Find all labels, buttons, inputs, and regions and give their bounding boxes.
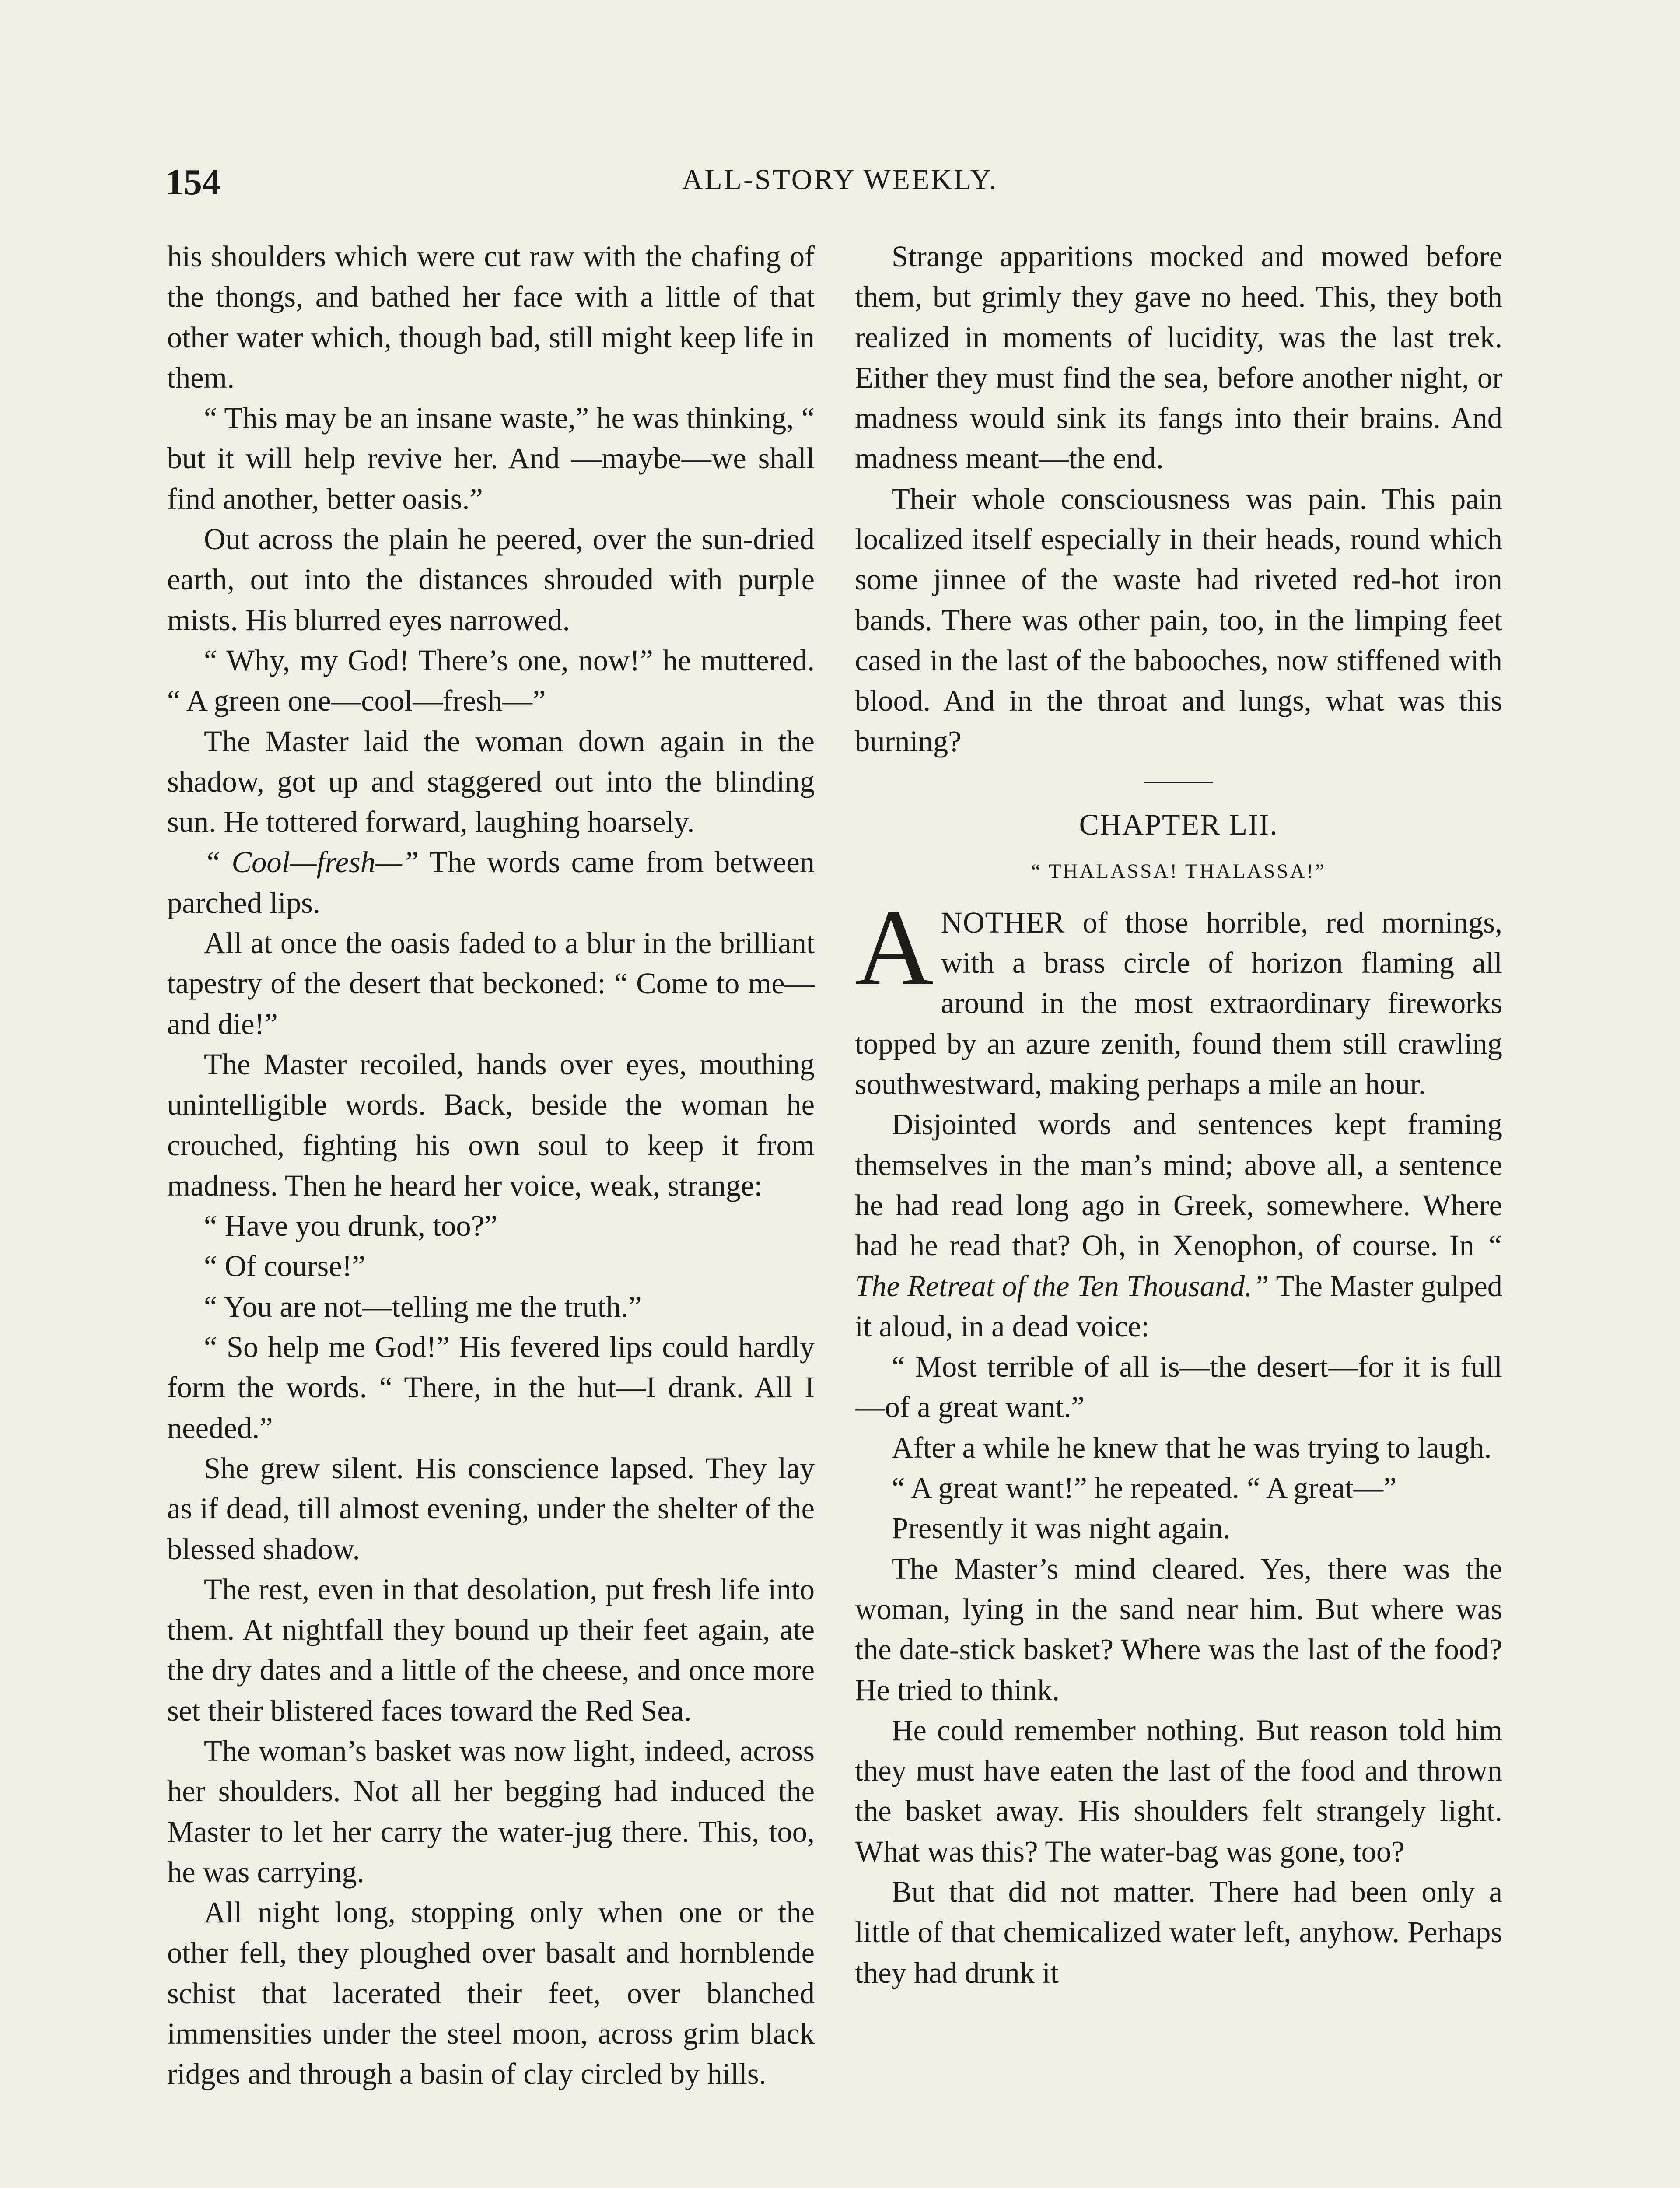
paragraph-text: Disjointed words and sentences kept framing themselves in the man’s mind; above all, a sentence he had read long ago in Greek, somewhere. Where had he read that? Oh, in Xenophon, of course. In [855,1108,1502,1262]
paragraph-with-italic-quote [167,842,815,923]
paragraph: his shoulders which were cut raw with the chafing of the thongs, and bathed her face with a little of that other water which, though bad, still might keep life in them. [167,240,815,394]
opening-text: of those horrible, red mornings, with a brass circle of horizon flaming all around in the most extraordinary fireworks topped by an azure zenith, found them still crawling southwestward, making perhaps a mile an hour. [855,905,1502,1101]
paragraph: The Master laid the woman down again in the shadow, got up and staggered out into the blinding sun. He tottered forward, laughing hoarsely. [167,724,815,839]
paragraph: After a while he knew that he was trying to laugh. [892,1431,1492,1464]
chapter-subtitle: “ THALASSA! THALASSA!” [1031,859,1326,883]
paragraph: “ So help me God!” His fevered lips could hardly form the words. “ There, in the hut—I drank. All I needed.” [167,1330,815,1445]
paragraph: He could remember nothing. But reason told him they must have eaten the last of the food and thrown the basket away. His shoulders felt strangely light. What was this? The water-bag was gone, too? [855,1713,1502,1868]
book-title: “ The Retreat of the Ten Thousand.” [855,1229,1502,1303]
paragraph: The woman’s basket was now light, indeed, across her shoulders. Not all her begging had induced the Master to let her carry the water-jug there. This, too, he was carrying. [167,1734,815,1889]
paragraph-text: Master gulped it aloud, in a dead voice: [855,1269,1502,1343]
italic-quote: “ Cool—fresh—” [204,845,419,879]
left-column [167,236,815,2188]
paragraph-text: The words came from between parched lips. [167,845,815,919]
paragraph: The rest, even in that desolation, put fresh life into them. At nightfall they bound up their feet again, ate the dry dates and a little of the cheese, and once more set their blistered faces toward the Red Sea. [167,1572,815,1727]
paragraph: “ You are not—telling me the truth.” [204,1290,642,1323]
paragraph: Out across the plain he peered, over the sun-dried earth, out into the distances shrouded with purple mists. His blurred eyes narrowed. [167,522,815,637]
paragraph: The Master recoiled, hands over eyes, mouthing unintelligible words. Back, beside the woman he crouched, fighting his own soul to keep it from madness. Then he heard her voice, weak, strange: [167,1047,815,1202]
paragraph-with-book-title [855,1104,1502,1346]
paragraph: “ This may be an insane waste,” he was thinking, “ but it will help revive her. And —maybe—we shall find another, better oasis.” [167,401,815,515]
chapter-title: CHAPTER LII. [1079,807,1278,841]
paragraph: “ Why, my God! There’s one, now!” he muttered. “ A green one—cool—fresh—” [167,643,815,718]
drop-cap: A [855,887,934,1008]
opening-first-word: NOTHER [941,905,1065,939]
paragraph: The Master’s mind cleared. Yes, there was the woman, lying in the sand near him. But where was the date-stick basket? Where was the last of the food? He tried to think. [855,1552,1502,1707]
running-head: ALL-STORY WEEKLY. [682,164,998,196]
paragraph: “ A great want!” he repeated. “ A great—” [892,1471,1397,1505]
paragraph: Their whole consciousness was pain. This pain localized itself especially in their heads, round which some jinnee of the waste had riveted red-hot iron bands. There was other pain, too, in the limping feet cased in the last of the babooches, now stiffened with blood. And in the throat and lungs, what was this burning? [855,482,1502,758]
paragraph: She grew silent. His conscience lapsed. They lay as if dead, till almost evening, under the shelter of the blessed shadow. [167,1451,815,1566]
paragraph: “ Of course!” [204,1249,365,1283]
paragraph-text: The [1269,1269,1323,1303]
paragraph: Presently it was night again. [892,1511,1231,1545]
chapter-opening-paragraph [855,887,1502,1104]
paragraph: “ Most terrible of all is—the desert—for it is full—of a great want.” [855,1350,1502,1424]
paragraph: Strange apparitions mocked and mowed before them, but grimly they gave no heed. This, they both realized in moments of lucidity, was the last trek. Either they must find the sea, before another night, or madness would sink its fangs into their brains. And madness meant—the end. [855,240,1502,475]
paragraph: All at once the oasis faded to a blur in the brilliant tapestry of the desert that beckoned: “ Come to me—and die!” [167,926,815,1041]
section-divider [1144,782,1213,783]
page-number: 154 [165,162,220,203]
paragraph: But that did not matter. There had been only a little of that chemicalized water left, anyhow. Perhaps they had drunk it [855,1875,1502,1989]
paragraph: All night long, stopping only when one or the other fell, they ploughed over basalt and hornblende schist that lacerated their feet, over blanched immensities under the steel moon, across grim black ridges and through a basin of clay circled by hills. [167,1896,815,2091]
right-column [855,236,1502,2188]
paragraph: “ Have you drunk, too?” [204,1209,498,1243]
